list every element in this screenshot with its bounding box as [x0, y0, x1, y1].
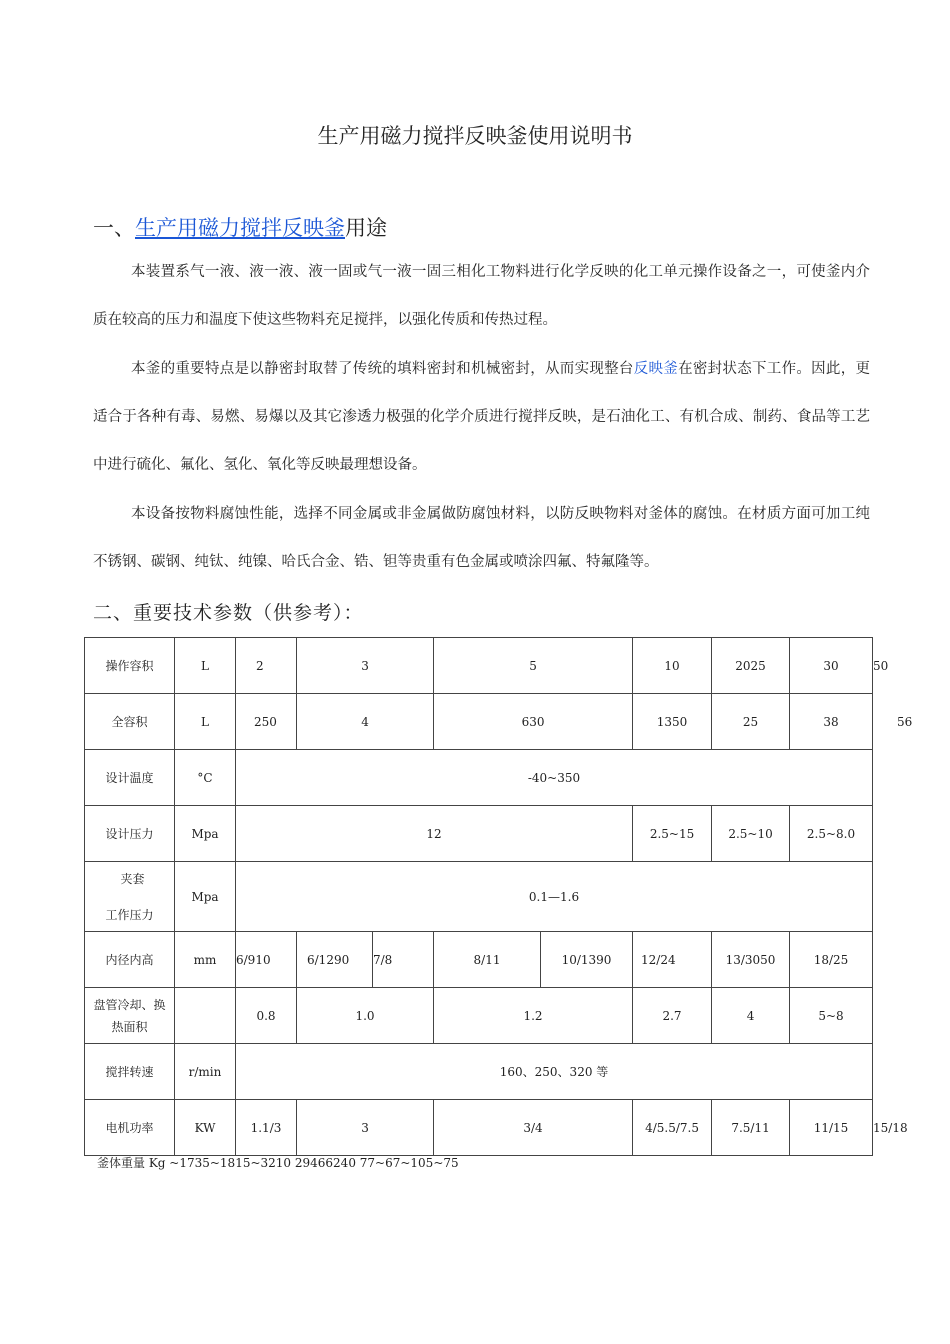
table-row: [85, 1044, 873, 1100]
table-cell: 2025: [712, 638, 790, 694]
table-cell: 38: [790, 694, 873, 750]
table-row: [85, 988, 873, 1044]
row-label: 设计压力: [85, 806, 175, 862]
row-label-line: 工作压力: [105, 907, 154, 922]
section-heading-usage: [93, 212, 387, 242]
table-cell: 1.0: [297, 988, 434, 1044]
row-unit: Mpa: [175, 862, 236, 932]
table-row: 全容积 L 250 4 630 1350 25 38 56: [85, 694, 873, 750]
table-cell: 0.1—1.6: [236, 862, 873, 932]
row-label: 搅拌转速: [85, 1044, 175, 1100]
row-label: [85, 862, 175, 932]
section-heading-suffix: 用途: [345, 216, 387, 240]
row-label: 设计温度: [85, 750, 175, 806]
row-unit: r/min: [175, 1044, 236, 1100]
table-cell: 25: [712, 694, 790, 750]
table-cell: 3: [297, 638, 434, 694]
table-cell: 11/15: [790, 1100, 873, 1156]
table-cell: 4: [712, 988, 790, 1044]
table-cell: 630: [434, 694, 633, 750]
table-cell: 2.5~15: [633, 806, 712, 862]
table-row: [85, 806, 873, 862]
table-row: [85, 862, 873, 932]
table-row: [85, 750, 873, 806]
row-label: 电机功率: [85, 1100, 175, 1156]
table-cell: 2.5~10: [712, 806, 790, 862]
table-cell: 18/25: [790, 932, 873, 988]
row-label: 操作容积: [85, 638, 175, 694]
table-cell: 8/11: [434, 932, 541, 988]
table-cell: 10: [633, 638, 712, 694]
table-cell: 12/24: [633, 932, 712, 988]
table-cell: 1.1/3: [236, 1100, 297, 1156]
row-label-line: 热面积: [111, 1019, 148, 1034]
row-unit: mm: [175, 932, 236, 988]
section-heading-params: 二、重要技术参数（供参考）：: [93, 602, 364, 624]
table-cell: 6/1290: [297, 932, 373, 988]
row-label-line: 盘管冷却、换: [93, 997, 166, 1012]
paragraph-features: [93, 345, 870, 489]
table-cell: 5: [434, 638, 633, 694]
row-unit: L: [175, 694, 236, 750]
table-cell: 5~8: [790, 988, 873, 1044]
table-cell: 7/8: [373, 932, 434, 988]
paragraph-text: 本釜的重要特点是以静密封取替了传统的填料密封和机械密封，从而实现整台: [131, 361, 634, 377]
table-cell: 1.2: [434, 988, 633, 1044]
row-unit: L: [175, 638, 236, 694]
paragraph-text: 在密封状态下工作。因此，更适合于各种有毒、易燃、易爆以及其它渗透力极强的化学介质进行搅拌反映，是石油化工、有机合成、制药、食品等工艺中进行硫化、氟化、氢化、氧化等反映最理想设备。: [93, 361, 871, 473]
footnote-weight: 釜体重量 Kg ~1735~1815~3210 29466240 77~67~105~75: [97, 1156, 459, 1170]
page-title: 生产用磁力搅拌反映釜使用说明书: [317, 124, 633, 148]
table-cell: 13/3050: [712, 932, 790, 988]
row-label: 全容积: [85, 694, 175, 750]
table-cell: 4/5.5/7.5: [633, 1100, 712, 1156]
table-cell: 30: [790, 638, 873, 694]
table-cell: 12: [236, 806, 633, 862]
row-unit: KW: [175, 1100, 236, 1156]
table-cell: 2: [236, 638, 297, 694]
table-cell: 3: [297, 1100, 434, 1156]
table-cell: 2.5~8.0: [790, 806, 873, 862]
table-cell: 7.5/11: [712, 1100, 790, 1156]
row-unit: °C: [175, 750, 236, 806]
table-cell: 1350: [633, 694, 712, 750]
table-cell: 2.7: [633, 988, 712, 1044]
paragraph-materials: 本设备按物料腐蚀性能，选择不同金属或非金属做防腐蚀材料，以防反映物料对釜体的腐蚀。在材质方面可加工纯不锈钢、碳钢、纯钛、纯镍、哈氏合金、锆、钽等贵重有色金属或喷涂四氟、特氟隆等。: [93, 506, 870, 570]
row-unit: Mpa: [175, 806, 236, 862]
table-cell: 250: [236, 694, 297, 750]
row-label: [85, 988, 175, 1044]
table-row: 操作容积 L 2 3 5 10 2025 30 50: [85, 638, 873, 694]
table-cell: 3/4: [434, 1100, 633, 1156]
paragraph-description: 本装置系气一液、液一液、液一固或气一液一固三相化工物料进行化学反映的化工单元操作设备之一，可使釜内介质在较高的压力和温度下使这些物料充足搅拌，以强化传质和传热过程。: [93, 264, 870, 328]
row-label: 内径内高: [85, 932, 175, 988]
product-link[interactable]: 生产用磁力搅拌反映釜: [135, 216, 345, 240]
table-cell: 4: [297, 694, 434, 750]
table-row: [85, 932, 873, 988]
table-cell: -40~350: [236, 750, 873, 806]
table-row: 电机功率 KW 1.1/3 3 3/4 4/5.5/7.5 7.5/11 11/15 15/18: [85, 1100, 873, 1156]
section-number: 一、: [93, 216, 135, 240]
spec-table: [84, 637, 913, 1156]
row-label-line: 夹套: [120, 871, 145, 886]
table-cell: 10/1390: [541, 932, 633, 988]
reactor-link[interactable]: 反映釜: [633, 361, 679, 377]
table-cell: 0.8: [236, 988, 297, 1044]
table-cell: 6/910: [236, 932, 297, 988]
row-unit: [175, 988, 236, 1044]
table-cell: 160、250、320 等: [236, 1044, 873, 1100]
